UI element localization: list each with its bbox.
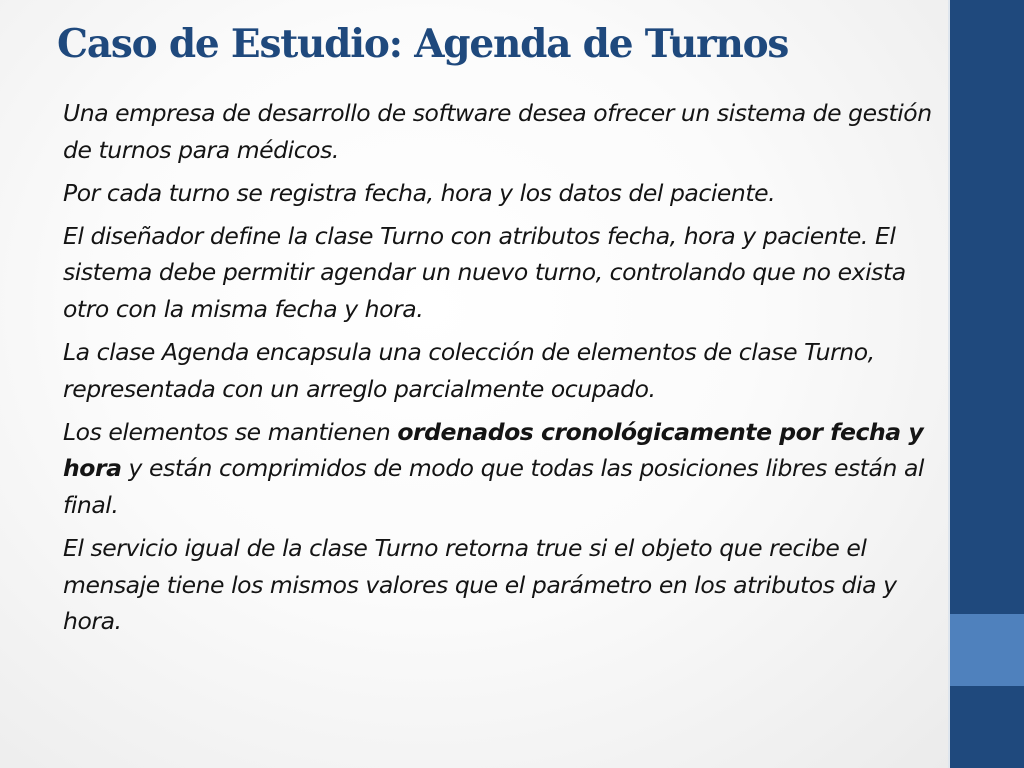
- paragraph-orden-lead: Los elementos se mantienen: [63, 417, 398, 446]
- paragraph-orden: [63, 414, 943, 524]
- paragraph-clase-agenda: La clase Agenda encapsula una colección de elementos de clase Turno, representada con un arreglo parcialmente ocupado.: [63, 338, 875, 403]
- slide-title: Caso de Estudio: Agenda de Turnos: [57, 21, 789, 67]
- decorative-accent-block: [950, 614, 1024, 686]
- paragraph-clase-turno: El diseñador define la clase Turno con atributos fecha, hora y paciente. El sistema debe permitir agendar un nuevo turno, controlando que no exista otro con la misma fecha y hora.: [63, 221, 906, 323]
- paragraph-servicio-igual: El servicio igual de la clase Turno retorna true si el objeto que recibe el mensaje tiene los mismos valores que el parámetro en los atributos dia y hora.: [63, 534, 897, 636]
- paragraph-orden-tail: y están comprimidos de modo que todas las posiciones libres están al final.: [63, 454, 924, 519]
- emphasis-orden: ordenados cronológicamente por fecha y hora: [63, 417, 924, 483]
- slide-body: [63, 95, 943, 640]
- paragraph-intro: Una empresa de desarrollo de software desea ofrecer un sistema de gestión de turnos para médicos.: [63, 99, 932, 164]
- paragraph-registro: Por cada turno se registra fecha, hora y los datos del paciente.: [63, 178, 776, 207]
